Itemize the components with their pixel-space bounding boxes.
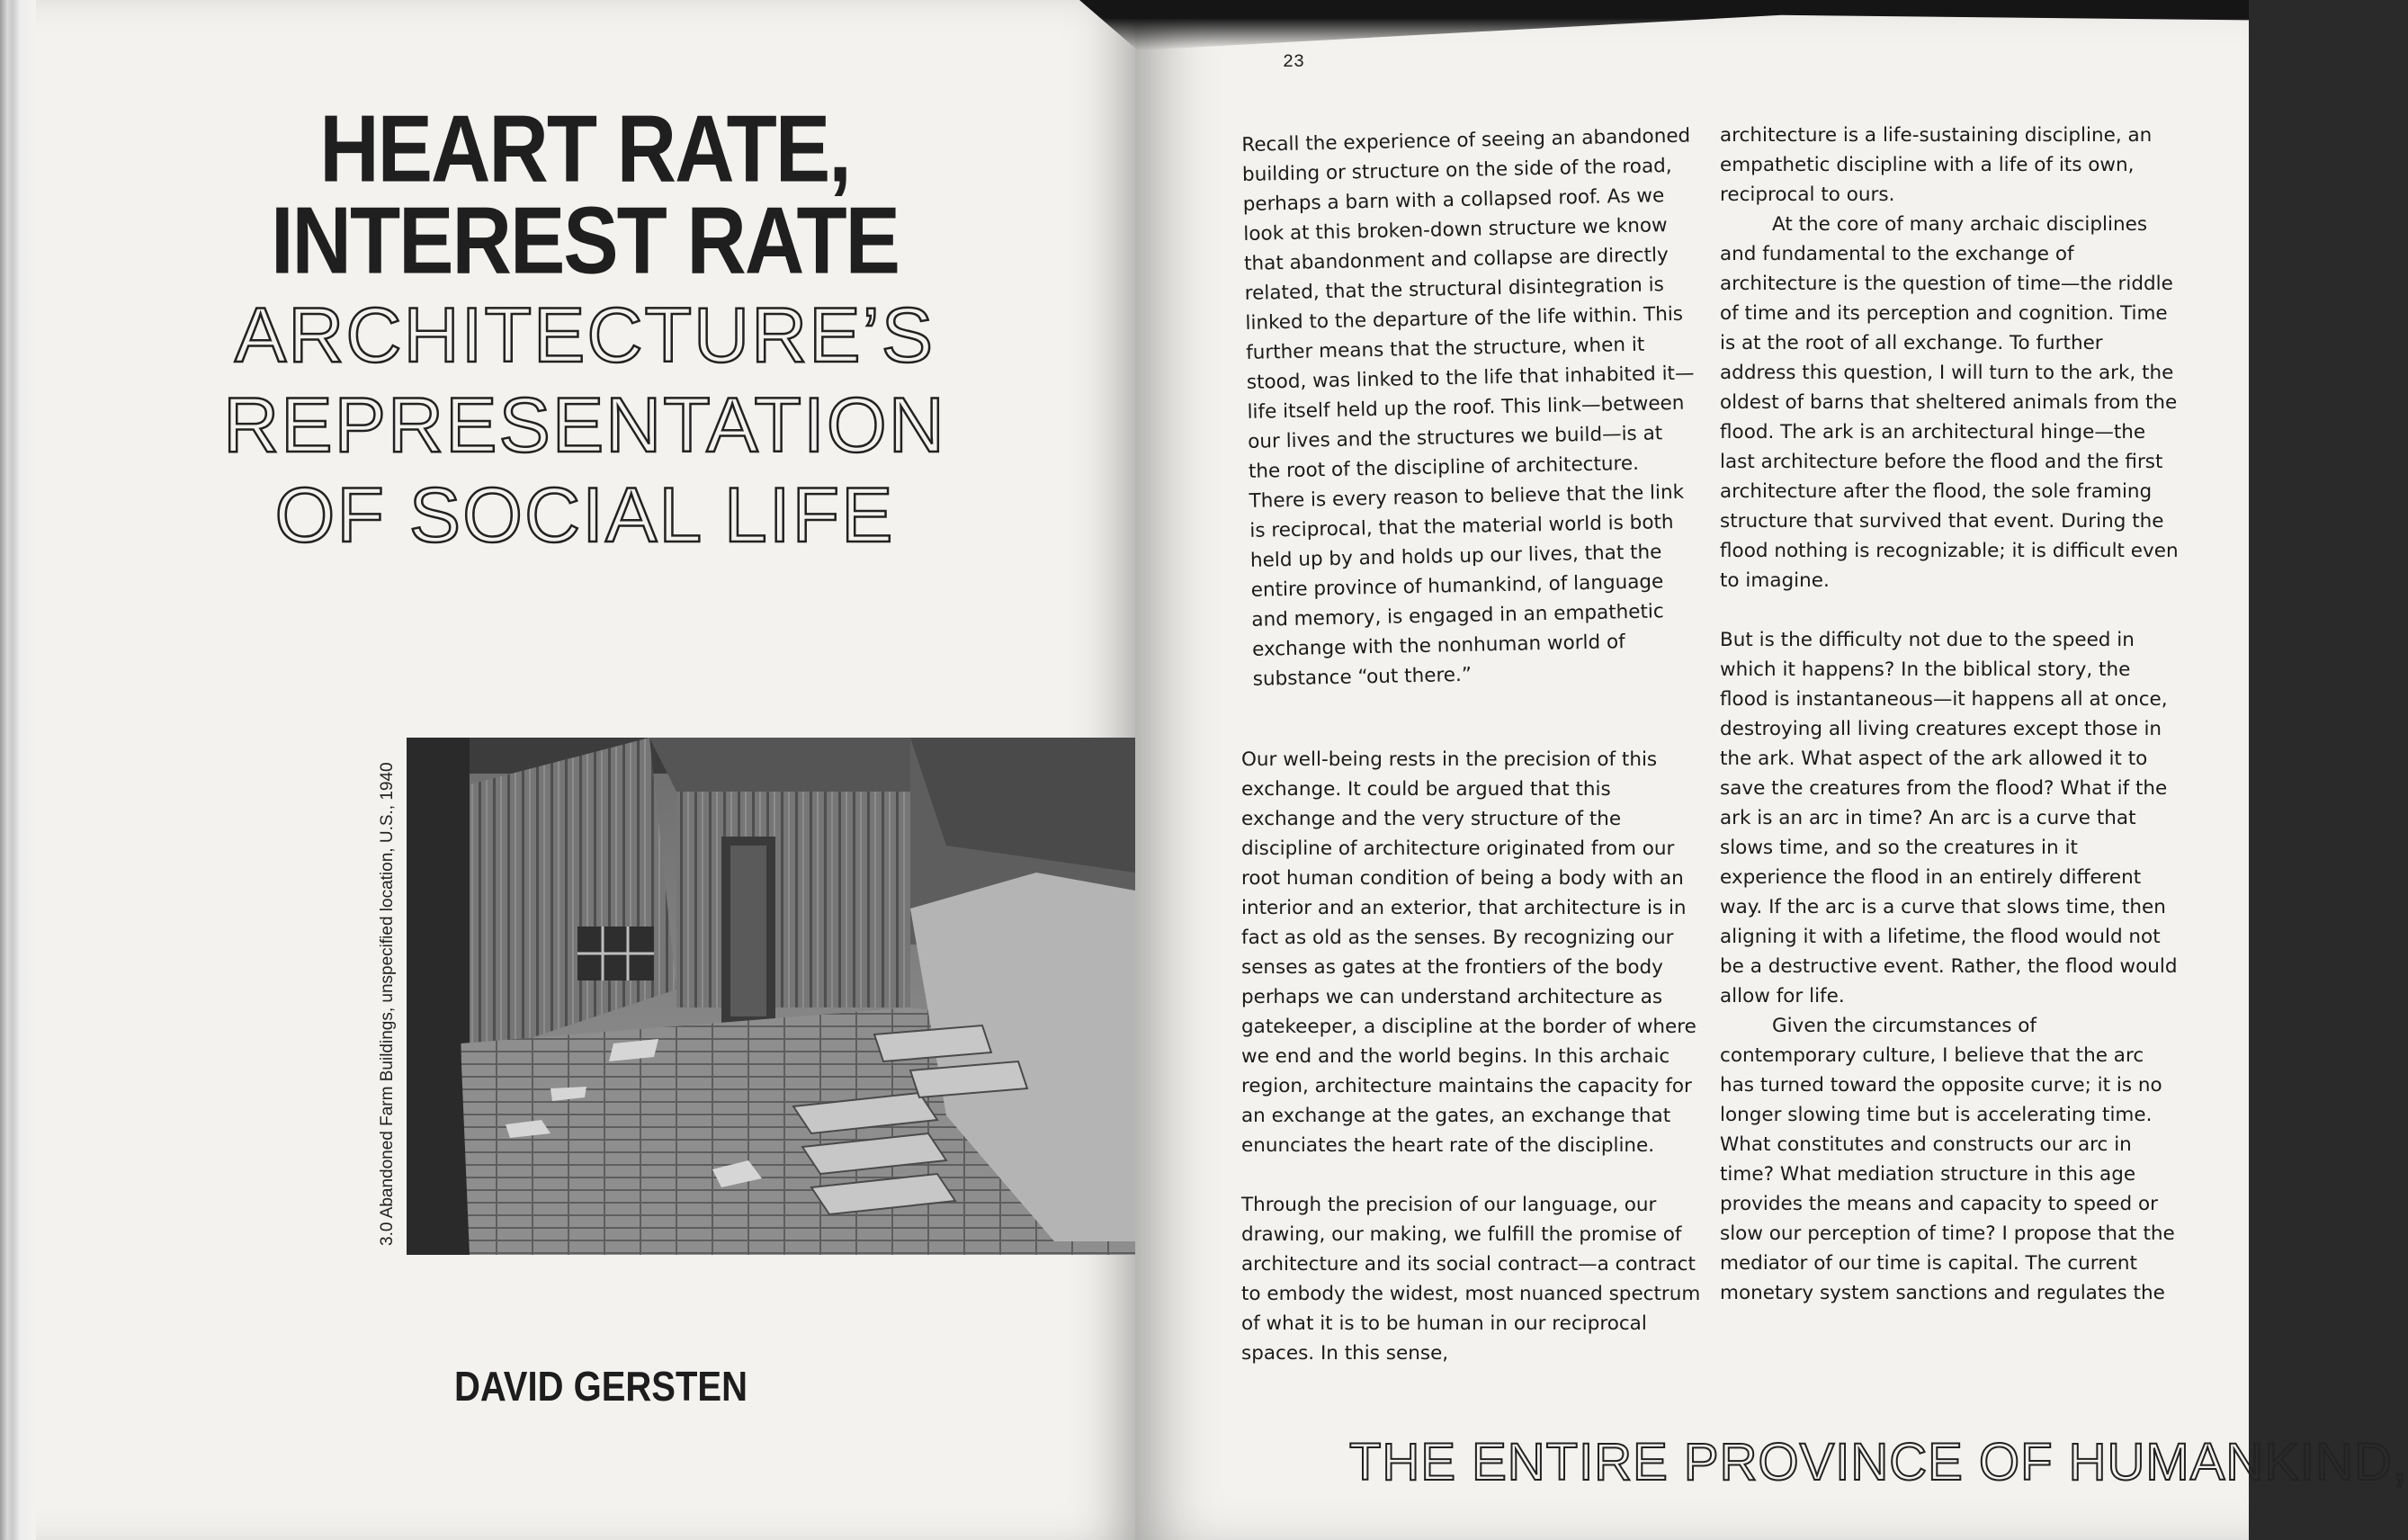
subtitle-line-2: REPRESENTATION bbox=[223, 382, 946, 469]
paragraph: Given the circumstances of contemporary culture, I believe that the arc has turned toward the opposite curve; it is no longer slowing time but is accelerating time. What constitutes and constructs our arc in time? What mediation structure in this age provides the means and capacity to speed or slow our perception of time? I propose that the mediator of our time is capital. The current monetary system sanctions and regulates the bbox=[1720, 1015, 2175, 1304]
page-number: 23 bbox=[1283, 52, 1305, 73]
column-1-bottom bbox=[1241, 745, 1709, 1368]
left-page bbox=[0, 0, 1135, 1540]
pull-quote: THE ENTIRE PROVINCE OF HUMANKIND, bbox=[1349, 1433, 2408, 1491]
column-1-top bbox=[1241, 121, 1703, 694]
abandoned-barn-photo bbox=[407, 738, 1135, 1255]
paragraph: Through the precision of our language, our drawing, our making, we fulfill the promise of architecture and its social contract—a contract to embody the widest, most nuanced spectrum of what it is to be human in our reciprocal spaces. In this sense, bbox=[1241, 1194, 1701, 1365]
subtitle-line-1: ARCHITECTURE’S bbox=[234, 292, 935, 379]
paragraph: Recall the experience of seeing an abandoned building or structure on the side of the road, perhaps a barn with a collapsed roof. As we look at this broken-down structure we know that abandonment and collapse are directly related, that the structural disintegration is linked to the departure of the life within. This further means that the structure, when it stood, was linked to the life that inhabited it—life itself held up the roof. This link—between our lives and the structures we build—is at the root of the discipline of architecture. There is every reason to believe that the link is reciprocal, that the material world is both held up by and holds up our lives, that the entire province of humankind, of language and memory, is engaged in an empathetic exchange with the nonhuman world of substance “out there.” bbox=[1241, 124, 1695, 691]
author-name: DAVID GERSTEN bbox=[454, 1364, 747, 1410]
paragraph: But is the difficulty not due to the speed in which it happens? In the biblical story, the flood is instantaneous—it happens all at once, destroying all living creatures except those in the ark. What aspect of the ark allowed it to save the creatures from the flood? What if the ark is an arc in time? An arc is a curve that slows time, and so the creatures in it experience the flood in an entirely different way. If the arc is a curve that slows time, then aligning it with a lifetime, the flood would not be a destructive event. Rather, the flood would allow for life. bbox=[1720, 629, 2178, 1007]
title-line-1: HEART RATE, bbox=[319, 96, 850, 202]
paragraph: At the core of many archaic disciplines and fundamental to the exchange of architecture is the question of time—the riddle of time and its perception and cognition. Time is at the root of all exchange. To further address this question, I will turn to the ark, the oldest of barns that sheltered animals from the flood. The ark is an architectural hinge—the last architecture before the flood and the first architecture after the flood, the sole framing structure that survived that event. During the flood nothing is recognizable; it is difficult even to imagine. bbox=[1720, 213, 2179, 592]
photo-caption: 3.0 Abandoned Farm Buildings, unspecified location, U.S., 1940 bbox=[378, 762, 397, 1246]
page-stack-edge bbox=[0, 0, 36, 1540]
column-2 bbox=[1720, 121, 2179, 1308]
paragraph: Our well-being rests in the precision of this exchange. It could be argued that this exchange and the very structure of the discipline of architecture originated from our root human condition of being a body with an interior and an exterior, that architecture is in fact as old as the senses. By recognizing our senses as gates at the frontiers of the body perhaps we can understand architecture as gatekeeper, a discipline at the border of where we end and the world begins. In this archaic region, architecture maintains the capacity for an exchange at the gates, an exchange that enunciates the heart rate of the discipline. bbox=[1241, 748, 1696, 1157]
title-line-2: INTEREST RATE bbox=[270, 188, 900, 294]
subtitle-line-3: OF SOCIAL LIFE bbox=[274, 472, 895, 559]
paragraph: architecture is a life-sustaining discipline, an empathetic discipline with a life of its own, reciprocal to ours. bbox=[1720, 124, 2153, 206]
